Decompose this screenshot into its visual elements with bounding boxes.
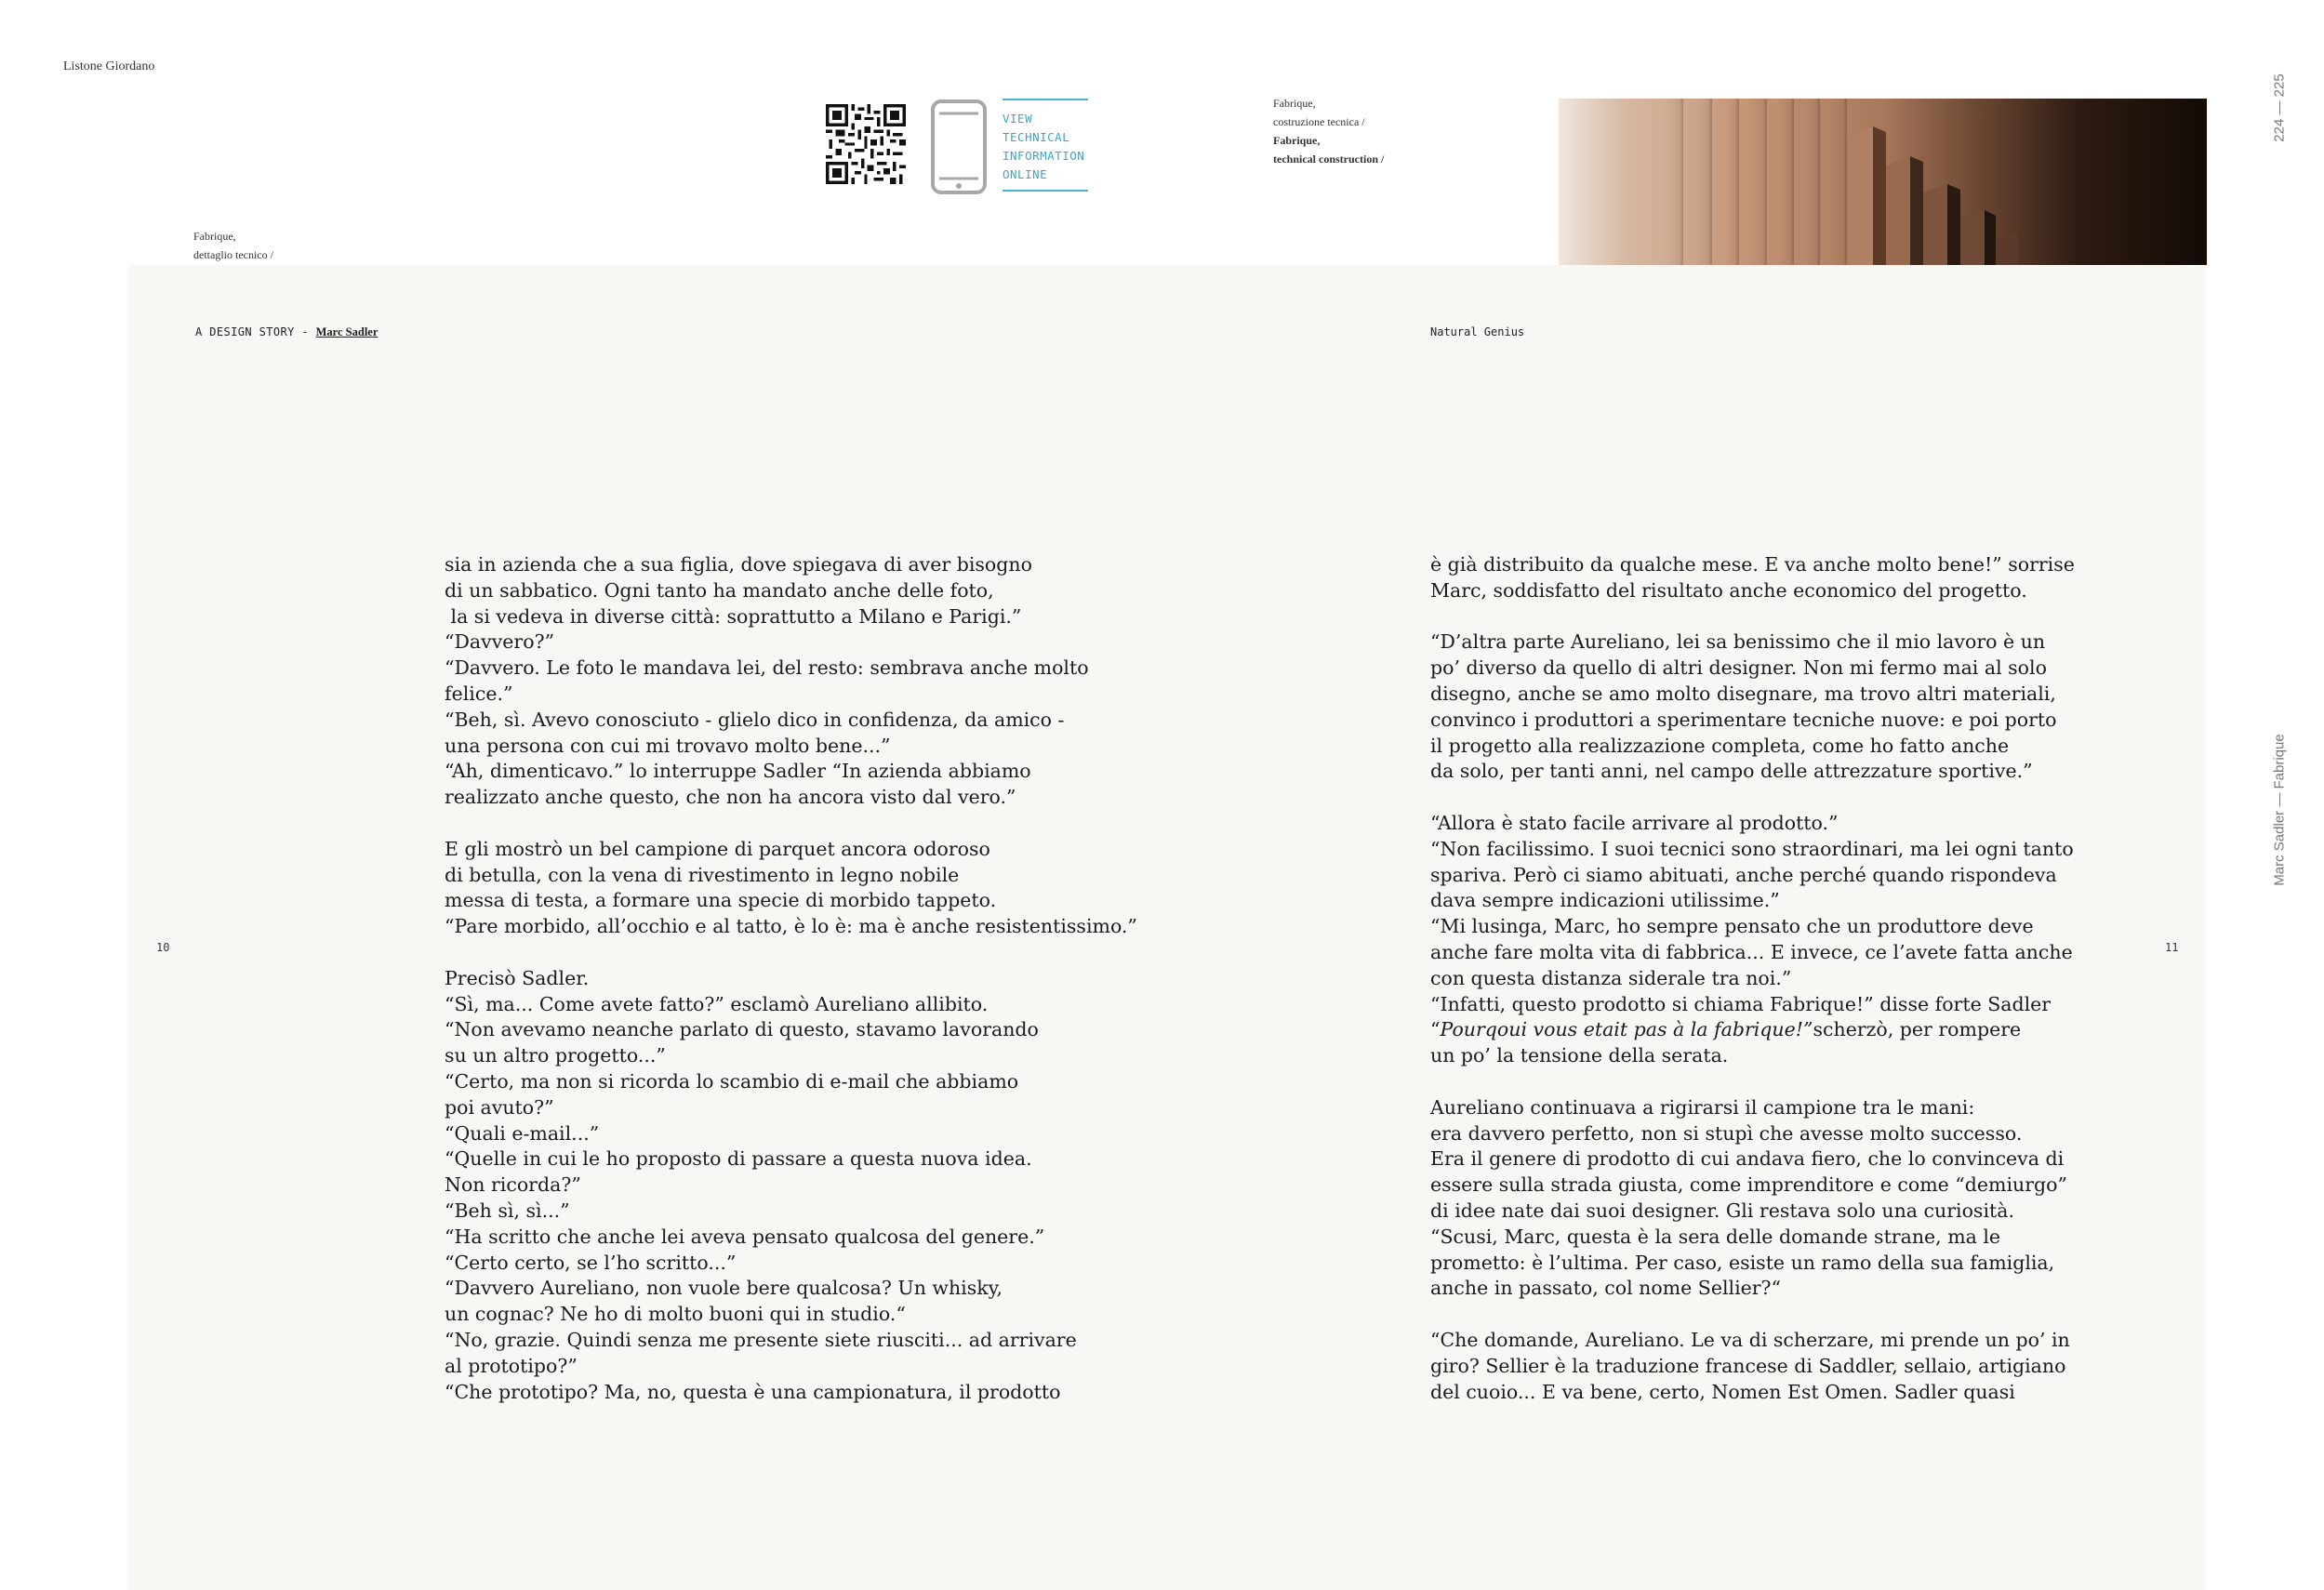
text-line: anche in passato, col nome Sellier?“ [1430, 1277, 1782, 1300]
text-line: su un altro progetto...” [445, 1044, 666, 1067]
body-text-left [445, 552, 1137, 1405]
text-line: “Infatti, questo prodotto si chiama Fabrique!” disse forte Sadler [1430, 992, 2052, 1015]
text-line: “Che prototipo? Ma, no, questa è una campionatura, il prodotto [445, 1380, 1061, 1403]
side-running-title-text: Marc Sadler — Fabrique [2271, 734, 2288, 886]
page-number-left: 10 [156, 941, 170, 954]
text-line: “Quelle in cui le ho proposto di passare a questa nuova idea. [445, 1147, 1032, 1171]
text-line: da solo, per tanti anni, nel campo delle attrezzature sportive.” [1430, 760, 2033, 783]
text-line: “D’altra parte Aureliano, lei sa benissimo che il mio lavoro è un [1430, 630, 2046, 654]
text-line: un cognac? Ne ho di molto buoni qui in studio.“ [445, 1303, 906, 1326]
text-line: essere sulla strada giusta, come imprenditore e come “demiurgo” [1430, 1173, 2067, 1197]
text-line: prometto: è l’ultima. Per caso, esiste un ramo della sua famiglia, [1430, 1251, 2055, 1274]
caption-right-line-3: Fabrique, [1273, 134, 1321, 147]
text-line: po’ diverso da quello di altri designer. Non mi fermo mai al solo [1430, 656, 2047, 680]
text-fragment-pre: “ [1430, 1018, 1441, 1041]
text-line: è già distribuito da qualche mese. E va anche molto bene!” sorrise [1430, 553, 2075, 576]
text-line: il progetto alla realizzazione completa, come ho fatto anche [1430, 734, 2010, 757]
text-line: sia in azienda che a sua figlia, dove spiegava di aver bisogno [445, 553, 1032, 576]
caption-right-line-2: costruzione tecnica / [1273, 115, 1365, 128]
spread-page-numbers [2270, 71, 2289, 145]
text-line [1430, 1017, 2081, 1043]
text-line: di betulla, con la vena di rivestimento in legno nobile [445, 863, 960, 886]
text-fragment-italic: Pourqoui vous etait pas à la fabrique!” [1440, 1018, 1813, 1041]
text-line [1430, 785, 2081, 811]
text-line: disegno, anche se amo molto disegnare, ma trovo altri materiali, [1430, 682, 2056, 705]
side-running-title [2270, 722, 2289, 898]
running-header-left [195, 325, 378, 339]
text-line: “Che domande, Aureliano. Le va di scherzare, mi prende un po’ in [1430, 1328, 2070, 1351]
qr-code-icon[interactable] [826, 104, 906, 184]
tech-line-1: VIEW [1003, 112, 1033, 126]
text-line: al prototipo?” [445, 1354, 578, 1377]
text-line: “Beh sì, sì...” [445, 1199, 570, 1222]
design-story-label: A DESIGN STORY - [195, 325, 316, 338]
text-line: spariva. Però ci siamo abituati, anche perché quando rispondeva [1430, 863, 2057, 886]
author-name: Marc Sadler [315, 325, 378, 338]
text-line: Non ricorda?” [445, 1173, 581, 1197]
text-fragment-post: scherzò, per rompere [1813, 1018, 2022, 1041]
text-line: “Allora è stato facile arrivare al prodotto.” [1430, 811, 1839, 834]
caption-left-line-2: dettaglio tecnico / [193, 248, 273, 261]
caption-right-line-4: technical construction / [1273, 152, 1385, 166]
text-line: Era il genere di prodotto di cui andava fiero, che lo convinceva di [1430, 1147, 2065, 1171]
smartphone-icon [930, 99, 988, 195]
text-line: “Pare morbido, all’occhio e al tatto, è lo è: ma è anche resistentissimo.” [445, 915, 1137, 938]
running-header-right: Natural Genius [1430, 325, 1525, 338]
text-line [1430, 604, 2081, 630]
text-line: “Non facilissimo. I suoi tecnici sono straordinari, ma lei ogni tanto [1430, 837, 2074, 860]
text-line: poi avuto?” [445, 1095, 554, 1119]
caption-right-line-1: Fabrique, [1273, 97, 1316, 110]
text-line: “Non avevamo neanche parlato di questo, stavamo lavorando [445, 1018, 1039, 1041]
text-line: “Certo, ma non si ricorda lo scambio di e-mail che abbiamo [445, 1069, 1019, 1093]
text-line: “Scusi, Marc, questa è la sera delle domande strane, ma le [1430, 1225, 2001, 1248]
text-line [445, 940, 1096, 966]
wood-detail-photo [1559, 99, 2207, 265]
text-line [1430, 1069, 2081, 1095]
text-line: Marc, soddisfatto del risultato anche economico del progetto. [1430, 578, 2027, 602]
text-line: anche fare molta vita di fabbrica... E invece, ce l’avete fatta anche [1430, 940, 2073, 963]
caption-left-line-1: Fabrique, [193, 230, 236, 243]
caption-right [1273, 94, 1384, 168]
text-line: una persona con cui mi trovavo molto bene...” [445, 734, 891, 757]
text-line [445, 811, 1096, 837]
text-line: “Quali e-mail...” [445, 1121, 600, 1145]
text-line: “No, grazie. Quindi senza me presente siete riusciti... ad arrivare [445, 1328, 1077, 1351]
view-technical-information-link[interactable] [1003, 99, 1088, 192]
text-line: messa di testa, a formare una specie di morbido tappeto. [445, 889, 997, 912]
brand-name: Listone Giordano [63, 60, 155, 73]
tech-line-3: INFORMATION [1003, 149, 1085, 163]
text-line: giro? Sellier è la traduzione francese di Saddler, sellaio, artigiano [1430, 1354, 2066, 1377]
text-line: “Davvero. Le foto le mandava lei, del resto: sembrava anche molto [445, 656, 1089, 680]
text-line: un po’ la tensione della serata. [1430, 1044, 1729, 1067]
text-line: “Davvero?” [445, 630, 555, 654]
text-line [1430, 1302, 2081, 1328]
text-line: convinco i produttori a sperimentare tecniche nuove: e poi porto [1430, 708, 2057, 731]
spread-page-numbers-text: 224 — 225 [2271, 73, 2288, 142]
text-line: “Ah, dimenticavo.” lo interruppe Sadler “In azienda abbiamo [445, 760, 1031, 783]
text-line: Aureliano continuava a rigirarsi il campione tra le mani: [1430, 1095, 1975, 1119]
body-text-right [1430, 552, 2081, 1405]
text-line: E gli mostrò un bel campione di parquet ancora odoroso [445, 837, 990, 860]
page-number-right: 11 [2165, 941, 2179, 954]
text-line: la si vedeva in diverse città: soprattutto a Milano e Parigi.” [445, 604, 1022, 628]
caption-left [193, 227, 273, 264]
text-line: con questa distanza siderale tra noi.” [1430, 966, 1792, 989]
text-line: del cuoio... E va bene, certo, Nomen Est Omen. Sadler quasi [1430, 1380, 2015, 1403]
text-line: “Ha scritto che anche lei aveva pensato qualcosa del genere.” [445, 1225, 1045, 1248]
text-line: “Certo certo, se l’ho scritto...” [445, 1251, 737, 1274]
tech-line-2: TECHNICAL [1003, 130, 1070, 144]
text-line: “Sì, ma... Come avete fatto?” esclamò Aureliano allibito. [445, 992, 989, 1015]
text-line: felice.” [445, 682, 513, 705]
text-line: di un sabbatico. Ogni tanto ha mandato anche delle foto, [445, 578, 994, 602]
text-line: “Mi lusinga, Marc, ho sempre pensato che un produttore deve [1430, 915, 2034, 938]
tech-line-4: ONLINE [1003, 167, 1048, 181]
text-line: Precisò Sadler. [445, 966, 590, 989]
text-line: realizzato anche questo, che non ha ancora visto dal vero.” [445, 786, 1016, 809]
text-line: era davvero perfetto, non si stupì che avesse molto successo. [1430, 1121, 2023, 1145]
text-line: “Beh, sì. Avevo conosciuto - glielo dico in confidenza, da amico - [445, 708, 1065, 731]
text-line: dava sempre indicazioni utilissime.” [1430, 889, 1780, 912]
text-line: “Davvero Aureliano, non vuole bere qualcosa? Un whisky, [445, 1277, 1003, 1300]
text-line: di idee nate dai suoi designer. Gli restava solo una curiosità. [1430, 1199, 2014, 1222]
